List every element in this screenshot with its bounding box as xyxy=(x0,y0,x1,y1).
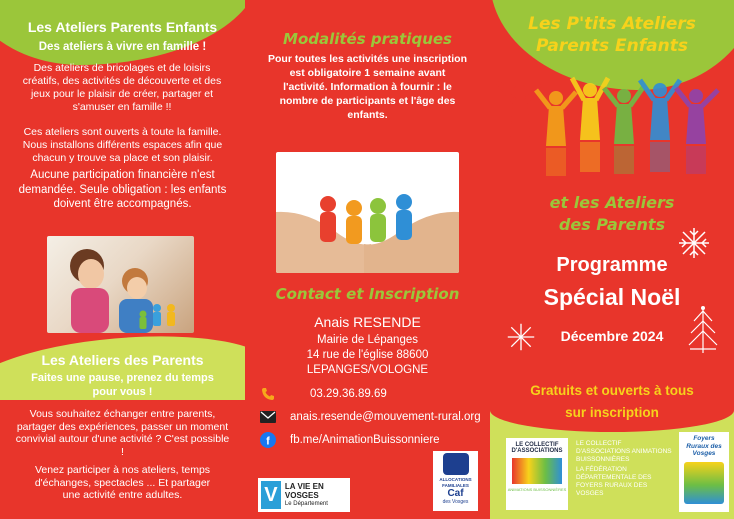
programme-label: Programme xyxy=(556,254,668,276)
parents-subtitle: Faites une pause, prenez du temps pour vous ! xyxy=(31,372,214,398)
vosges-logo xyxy=(258,478,350,512)
svg-text:f: f xyxy=(266,435,270,448)
phone-icon xyxy=(260,386,276,402)
email-link[interactable]: anais.resende@mouvement-rural.org xyxy=(290,411,481,423)
contact-name: Anais RESENDE xyxy=(314,314,421,330)
address-line-1: Mairie de Lépanges xyxy=(316,334,418,346)
address-line-3: LEPANGES/VOLOGNE xyxy=(306,364,429,376)
caf-logo xyxy=(433,451,478,511)
email-row xyxy=(260,409,481,425)
hands-illustration xyxy=(276,152,459,273)
open-text: Ces ateliers sont ouverts à toute la famille. Nous installons différents espaces afin que chacun y trouve sa place et son plaisir. xyxy=(22,126,223,164)
subtitle-line1: et les Ateliers xyxy=(549,193,675,212)
date-label: Décembre 2024 xyxy=(560,328,664,344)
parents-title: Les Ateliers des Parents xyxy=(41,352,204,368)
foyers-ruraux-logo xyxy=(679,432,729,512)
family-photo xyxy=(47,236,194,333)
phone-number[interactable]: 03.29.36.89.69 xyxy=(310,388,387,400)
phone-row xyxy=(260,386,387,402)
collectif-logo-text-1: LE COLLECTIF xyxy=(515,442,559,448)
foyers-ruraux-logo-image xyxy=(684,462,724,504)
address-line-2: 14 rue de l'église 88600 xyxy=(306,349,429,361)
collectif-logo-text-3: ANIMATIONS BUISSONNIÈRES xyxy=(507,487,567,492)
right-panel xyxy=(490,0,734,519)
parents-invite: Venez participer à nos ateliers, temps d'échanges, spectacles ... Et partager une activité entre adultes. xyxy=(34,464,211,501)
christmas-tree-icon xyxy=(686,305,720,362)
red-info-band xyxy=(490,370,734,432)
caf-logo-text-1: ALLOCATIONS FAMILIALES xyxy=(439,477,472,488)
vosges-v-icon: V xyxy=(261,481,281,509)
vosges-logo-text: LA VIE EN VOSGES xyxy=(284,481,324,500)
caf-logo-text-2: Caf xyxy=(447,488,464,499)
main-title-line2: Parents Enfants xyxy=(536,36,688,56)
intro-text: Des ateliers de bricolages et de loisirs créatifs, des activités de découverte et des jeux pour le plaisir de créer, partager et s'amuser en famille !! xyxy=(22,62,222,113)
middle-panel xyxy=(245,0,490,519)
subtitle-line2: des Parents xyxy=(558,215,666,234)
collectif-logo-image xyxy=(512,458,562,484)
header-subtitle: Des ateliers à vivre en famille ! xyxy=(38,41,207,53)
collectif-logo xyxy=(506,438,568,510)
hands-photo xyxy=(276,152,459,273)
facebook-row xyxy=(260,432,440,448)
facebook-link[interactable]: fb.me/AnimationBuissonniere xyxy=(290,434,440,446)
email-icon xyxy=(260,409,276,425)
family-photo-illustration xyxy=(47,236,194,333)
caf-emblem-icon xyxy=(443,453,469,475)
no-fee-text: Aucune participation financière n'est demandée. Seule obligation : les enfants doivent être accompagnés. xyxy=(18,169,227,210)
modalites-title: Modalités pratiques xyxy=(283,30,452,48)
partner-text-2: LA FÉDÉRATION DÉPARTEMENTALE DES FOYERS RURAUX DES VOSGES xyxy=(576,466,652,497)
foyers-ruraux-logo-text: Foyers Ruraux des Vosges xyxy=(686,435,722,457)
modalites-text: Pour toutes les activités une inscription est obligatoire 1 semaine avant l'activité. Information à fournir : le nombre de participants et l'âge des enfants. xyxy=(268,53,467,121)
partner-text-1: LE COLLECTIF D'ASSOCIATIONS ANIMATIONS BUISSONNIÈRES xyxy=(576,440,672,463)
dancing-people-illustration xyxy=(490,70,734,185)
header-title: Les Ateliers Parents Enfants xyxy=(27,19,218,35)
vosges-logo-sub: Le Département xyxy=(284,500,328,507)
contact-title: Contact et Inscription xyxy=(275,285,460,303)
facebook-icon xyxy=(260,432,276,448)
dancing-people-image xyxy=(490,70,734,185)
caf-logo-text-3: des Vosges xyxy=(442,499,469,505)
parents-text: Vous souhaitez échanger entre parents, partager des expériences, passer un moment convivial autour d'une activité ? C'est possible ! xyxy=(15,408,230,458)
free-line-1: Gratuits et ouverts à tous xyxy=(530,383,694,398)
main-title-line1: Les P'tits Ateliers xyxy=(528,14,696,34)
free-line-2: sur inscription xyxy=(565,405,659,420)
collectif-logo-text-2: D'ASSOCIATIONS xyxy=(511,448,563,454)
special-noel-label: Spécial Noël xyxy=(543,284,681,310)
